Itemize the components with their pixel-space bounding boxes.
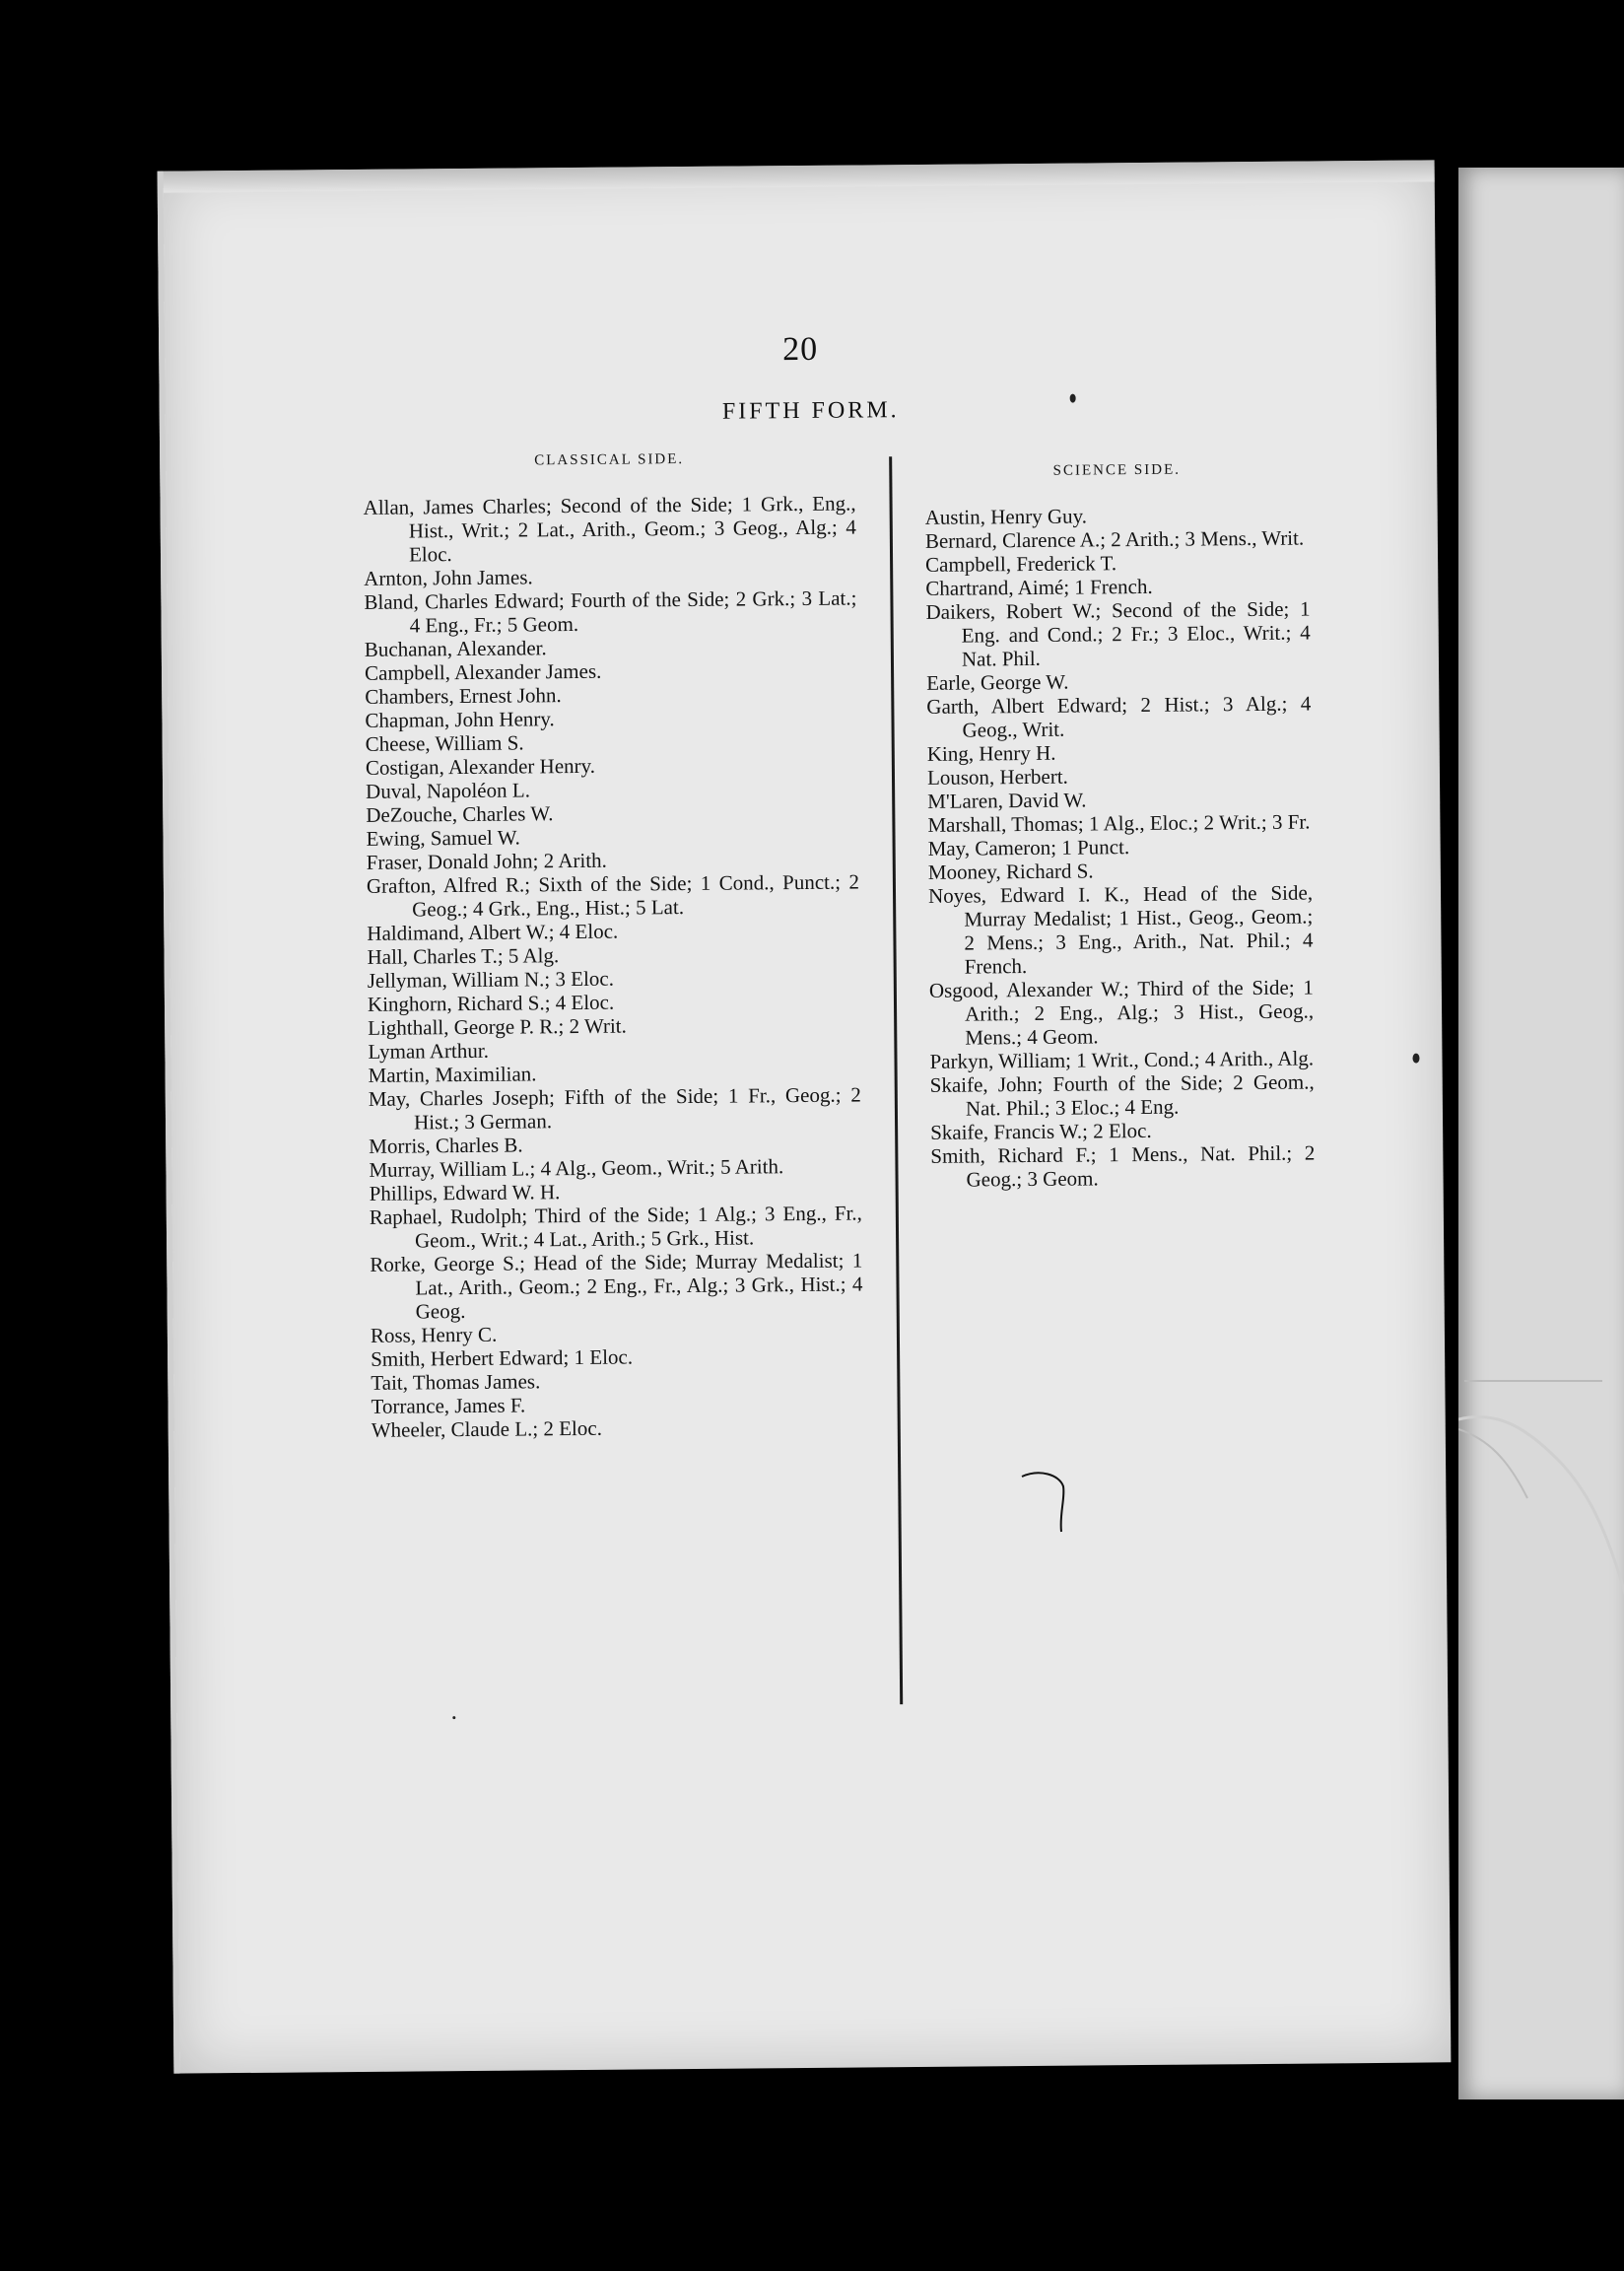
list-item: Austin, Henry Guy. [924,504,1088,529]
column-divider [889,456,903,1704]
list-item: Jellyman, William N.; 3 Eloc. [367,966,615,993]
page-top-edge [164,160,1435,192]
classical-side-heading: CLASSICAL SIDE. [534,451,685,469]
adjacent-page-edge [1458,168,1624,2099]
list-item: Daikers, Robert W.; Second of the Side; 1 Eng. and Cond.; 2 Fr.; 3 Eloc., Writ.; 4 Nat. Phil. [925,596,1311,671]
list-item: Raphael, Rudolph; Third of the Side; 1 Alg.; 3 Eng., Fr., Geom., Writ.; 4 Lat., Arith.; 5 Grk., Hist. [369,1201,862,1253]
list-item: Parkyn, William; 1 Writ., Cond.; 4 Arith., Alg. [929,1046,1315,1073]
list-item: Lighthall, George P. R.; 2 Writ. [368,1013,627,1040]
list-item: Chartrand, Aimé; 1 French. [925,574,1153,600]
list-item: Rorke, George S.; Head of the Side; Murray Medalist; 1 Lat., Arith., Geom.; 2 Eng., Fr., Alg.; 3 Grk., Hist.; 4 Geog. [370,1248,863,1324]
list-item: Louson, Herbert. [926,764,1068,790]
list-item: Grafton, Alfred R.; Sixth of the Side; 1 Cond., Punct.; 2 Geog.; 4 Grk., Eng., Hist.; 5 Lat. [366,869,860,922]
classical-side-list [363,492,863,1442]
science-side-column [924,457,1315,1192]
list-item: Duval, Napoléon L. [365,778,530,803]
binding-thread [1458,1400,1624,1597]
list-item: Mooney, Richard S. [927,859,1094,884]
list-item: Arnton, John James. [364,565,533,590]
list-item: Wheeler, Claude L.; 2 Eloc. [371,1415,603,1442]
list-item: Allan, James Charles; Second of the Side; 1 Grk., Eng., Hist., Writ.; 2 Lat., Arith., Geom.; 3 Geog., Alg.; 4 Eloc. [363,491,856,567]
list-item: Cheese, William S. [365,730,524,756]
list-item: King, Henry H. [926,740,1056,766]
list-item: Chambers, Ernest John. [365,683,562,709]
list-item: Skaife, Francis W.; 2 Eloc. [930,1118,1152,1144]
ink-speck [452,1716,455,1719]
list-item: Morris, Charles B. [369,1133,523,1158]
list-item: May, Cameron; 1 Punct. [927,835,1130,860]
list-item: Earle, George W. [926,669,1069,695]
list-item: Buchanan, Alexander. [364,636,547,661]
page-number: 20 [782,330,819,369]
list-item: Costigan, Alexander Henry. [365,753,596,780]
science-side-list [925,503,1316,1192]
list-item: Kinghorn, Richard S.; 4 Eloc. [367,990,615,1016]
ink-speck [1412,1054,1419,1064]
science-side-heading: SCIENCE SIDE. [1052,461,1182,479]
form-title: FIFTH FORM. [721,397,900,425]
list-item: Bernard, Clarence A.; 2 Arith.; 3 Mens., Writ. [924,525,1305,553]
document-page [158,160,1452,2073]
list-item: Ewing, Samuel W. [366,825,520,851]
list-item: Hall, Charles T.; 5 Alg. [367,943,560,969]
ink-speck [1070,394,1076,403]
list-item: May, Charles Joseph; Fifth of the Side; 1 Fr., Geog.; 2 Hist.; 3 German. [368,1082,861,1135]
list-item: Chapman, John Henry. [365,707,555,732]
list-item: Ross, Henry C. [370,1322,498,1347]
list-item: Phillips, Edward W. H. [369,1180,561,1205]
adjacent-page-mark [1464,1380,1602,1382]
pencil-mark [1020,1469,1079,1538]
list-item: Lyman Arthur. [368,1038,490,1064]
list-item: Haldimand, Albert W.; 4 Eloc. [367,919,619,945]
list-item: Fraser, Donald John; 2 Arith. [366,848,607,874]
list-item: Osgood, Alexander W.; Third of the Side; 1 Arith.; 2 Eng., Alg.; 3 Hist., Geog., Mens.; 4 Geom. [928,975,1315,1050]
classical-side-column [363,447,864,1442]
list-item: Marshall, Thomas; 1 Alg., Eloc.; 2 Writ.; 3 Fr. [927,809,1311,837]
list-item: Martin, Maximilian. [368,1062,537,1087]
list-item: Noyes, Edward I. K., Head of the Side, Murray Medalist; 1 Hist., Geog., Geom.; 2 Mens.; 3 Eng., Arith., Nat. Phil.; 4 French. [927,880,1314,979]
list-item: Campbell, Frederick T. [925,551,1117,577]
list-item: M'Laren, David W. [927,788,1087,813]
list-item: DeZouche, Charles W. [366,801,554,827]
list-item: Garth, Albert Edward; 2 Hist.; 3 Alg.; 4 Geog., Writ. [926,691,1312,742]
list-item: Bland, Charles Edward; Fourth of the Side; 2 Grk.; 3 Lat.; 4 Eng., Fr.; 5 Geom. [364,585,857,638]
list-item: Campbell, Alexander James. [364,658,602,685]
list-item: Torrance, James F. [371,1393,526,1418]
list-item: Skaife, John; Fourth of the Side; 2 Geom., Nat. Phil.; 3 Eloc.; 4 Eng. [929,1069,1315,1121]
list-item: Smith, Herbert Edward; 1 Eloc. [371,1344,634,1371]
list-item: Murray, William L.; 4 Alg., Geom., Writ.; 5 Arith. [369,1154,784,1182]
list-item: Tait, Thomas James. [371,1369,541,1395]
list-item: Smith, Richard F.; 1 Mens., Nat. Phil.; 2 Geog.; 3 Geom. [930,1140,1316,1192]
